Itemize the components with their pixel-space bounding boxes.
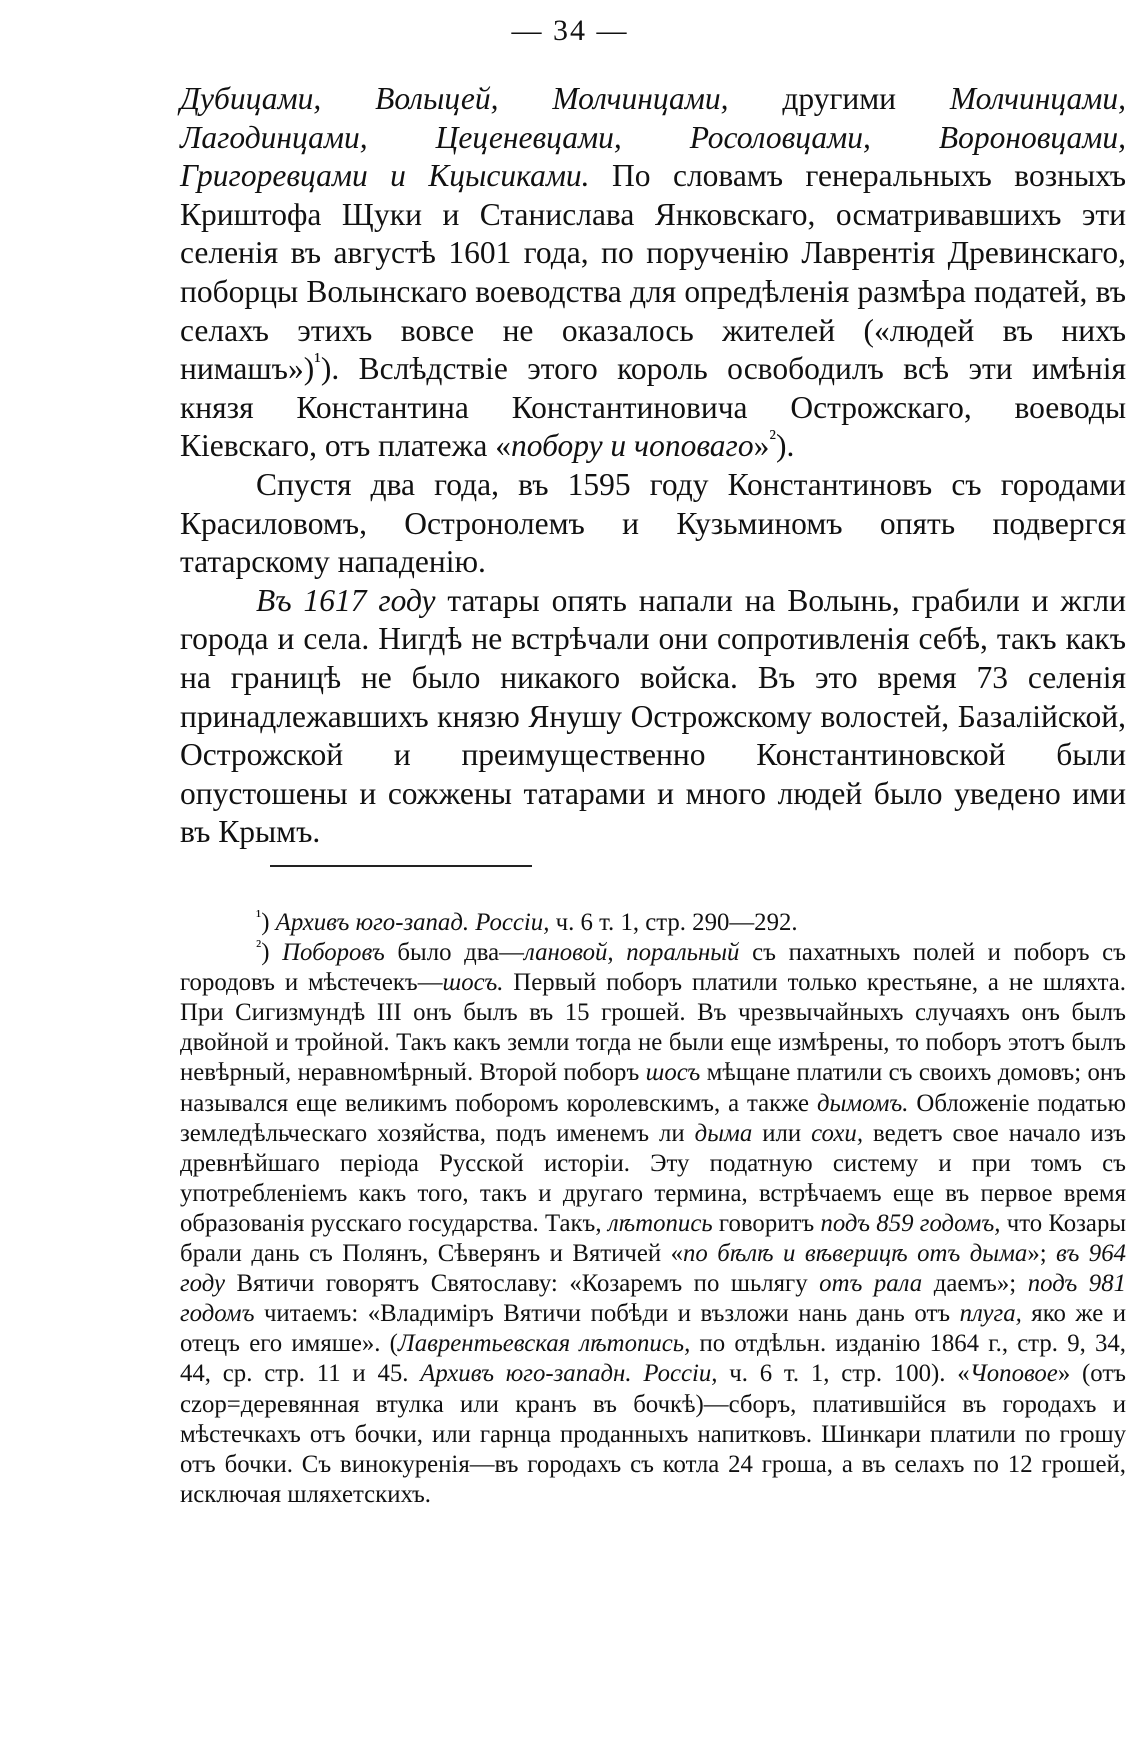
italic-term: Поборовъ: [282, 939, 385, 967]
footnote-2: [180, 938, 1126, 1510]
text-span: было два—: [384, 939, 524, 967]
footnote-mark: ²: [256, 936, 262, 956]
text-span: что Козары брали дань съ Полянъ, Сѣверянъ и Вятичей «: [180, 1209, 1126, 1268]
text-span: мѣщане платили съ своихъ домовъ; онъ назывался еще великимъ поборомъ королевскимъ, а также: [180, 1059, 1126, 1117]
text-span: ведетъ свое начало изъ древнѣйшаго періода Русской исторіи. Эту податную систему и при томъ съ употребленіемъ какъ того, такъ и другаго термина, встрѣчаемъ еще въ первое время образованія русскаго государства. Такъ,: [180, 1119, 1126, 1237]
text-span: говоритъ: [712, 1209, 821, 1237]
footnote-1: [180, 908, 1126, 938]
text-span: Первый поборъ платили только крестьяне, а не шляхта. При Сигизмундѣ III онъ былъ въ 15 грошей. Въ чрезвычайныхъ случаяхъ онъ былъ двойной и тройной. Такъ какъ земли тогда не были еще измѣрены, то поборъ этотъ былъ невѣрный, неравномѣрный. Второй поборъ: [180, 969, 1126, 1087]
italic-term: лановой, поральный: [523, 939, 740, 967]
text-span: »: [753, 428, 770, 464]
italic-quote: отъ рала: [819, 1270, 923, 1298]
text-span: читаемъ: «Владиміръ Вятичи побѣди и възложи нань дань отъ: [254, 1300, 960, 1328]
text-span: По словамъ генеральныхъ возныхъ Криштофа Щуки и Станислава Янковскаго, осматривавшихъ эти селенія въ августѣ 1601 года, по порученію Лаврентія Древинскаго, поборцы Волынскаго воеводства для опредѣленія размѣра податей, въ селахъ этихъ вовсе не оказалось жителей («людей въ нихъ нимашъ»): [180, 158, 1126, 387]
italic-term: сохи,: [811, 1119, 864, 1147]
text-span: татары опять напали на Волынь, грабили и жгли города и села. Нигдѣ не встрѣчали они сопротивленія себѣ, такъ какъ на границѣ не было никакого войска. Въ это время 73 селенія принадлежавшихъ князю Янушу Острожскому волостей, Базалійской, Острожской и преимущественно Константиновской были опустошены и сожжены татарами и много людей было уведено ими въ Крымъ.: [180, 582, 1126, 850]
text-span: даемъ»;: [922, 1270, 1028, 1298]
italic-source: Лаврентьевская лѣтопись,: [397, 1330, 691, 1358]
footnote-ref-1[interactable]: ¹: [314, 348, 321, 374]
footnote-mark: ¹: [256, 906, 262, 926]
text-span: ). Вслѣдствіе этого король освободилъ всѣ эти имѣнія князя Константина Константиновича Острожскаго, воеводы Кіевскаго, отъ платежа «: [180, 351, 1126, 464]
text-span: ): [261, 939, 283, 967]
italic-term: дыма: [694, 1119, 753, 1147]
paragraph-2: Спустя два года, въ 1595 году Константиновъ съ городами Красиловомъ, Остронолемъ и Кузьминомъ опять подвергся татарскому нападенію.: [180, 466, 1126, 580]
italic-term: шосъ: [645, 1059, 701, 1087]
footnotes: [180, 908, 1126, 1510]
text-span: по отдѣльн. изданію 1864 г., стр. 9, 34, 44, ср. стр. 11 и 45.: [180, 1330, 1126, 1388]
main-text: [180, 80, 1126, 852]
text-span: Вятичи говорятъ Святославу: «Козаремъ по шьлягу: [224, 1270, 820, 1298]
italic-place-names: Молчинцами, Лагодинцами, Цеценевцами, Росоловцами, Вороновцами, Григоревцами и Кцысиками.: [180, 81, 1126, 194]
text-span: » (отъ czop=деревянная втулка или кранъ въ бочкѣ)—сборъ, платившійся въ городахъ и мѣстечкахъ отъ бочки, или гарнца проданныхъ напитковъ. Шинкари платили по грошу отъ бочки. Съ винокуренія—въ городахъ съ котла 24 гроша, а въ селахъ по 12 грошей, исключая шляхетскихъ.: [180, 1360, 1126, 1508]
italic-term: лѣтопись: [607, 1209, 713, 1237]
italic-term: дымомъ.: [816, 1089, 909, 1117]
text-span: съ пахатныхъ полей и поборъ съ городовъ и мѣстечекъ—: [180, 939, 1127, 997]
text-span: »;: [1027, 1240, 1057, 1268]
italic-quote: плуга,: [959, 1300, 1022, 1328]
italic-term: шосъ.: [442, 969, 504, 997]
text-span: Обложеніе податью земледѣльческаго хозяйства, подъ именемъ ли: [180, 1089, 1126, 1147]
italic-place-names: Дубицами, Волыцей, Молчинцами,: [180, 81, 729, 116]
text-span: ч. 6 т. 1, стр. 290—292.: [549, 909, 798, 936]
text-span: другими: [728, 81, 950, 116]
italic-quote: по бѣлѣ и вѣверицѣ отъ дыма: [683, 1240, 1028, 1268]
italic-date: Въ 1617 году: [256, 582, 436, 618]
text-span: яко же и отецъ его имяше». (: [180, 1300, 1127, 1358]
text-span: ).: [775, 428, 795, 464]
footnote-ref-2[interactable]: ²: [769, 425, 776, 451]
paragraph-3: [180, 582, 1126, 852]
footnote-divider: [270, 865, 532, 867]
italic-source: Архивъ юго-запад. Россіи,: [275, 909, 550, 936]
text-span: ч. 6 т. 1, стр. 100). «: [717, 1360, 970, 1388]
paragraph-1: [180, 80, 1126, 466]
italic-term: Чоповое: [969, 1360, 1058, 1388]
italic-date: подъ 859 годомъ,: [820, 1209, 1001, 1237]
italic-quote: побору и чоповаго: [510, 428, 754, 464]
text-span: или: [752, 1119, 812, 1147]
italic-date: подъ 981 годомъ: [180, 1270, 1127, 1328]
text-span: ): [261, 909, 276, 936]
italic-date: въ 964 году: [180, 1240, 1126, 1298]
page-number: — 34 —: [511, 14, 629, 47]
italic-source: Архивъ юго-западн. Россіи,: [420, 1360, 718, 1388]
